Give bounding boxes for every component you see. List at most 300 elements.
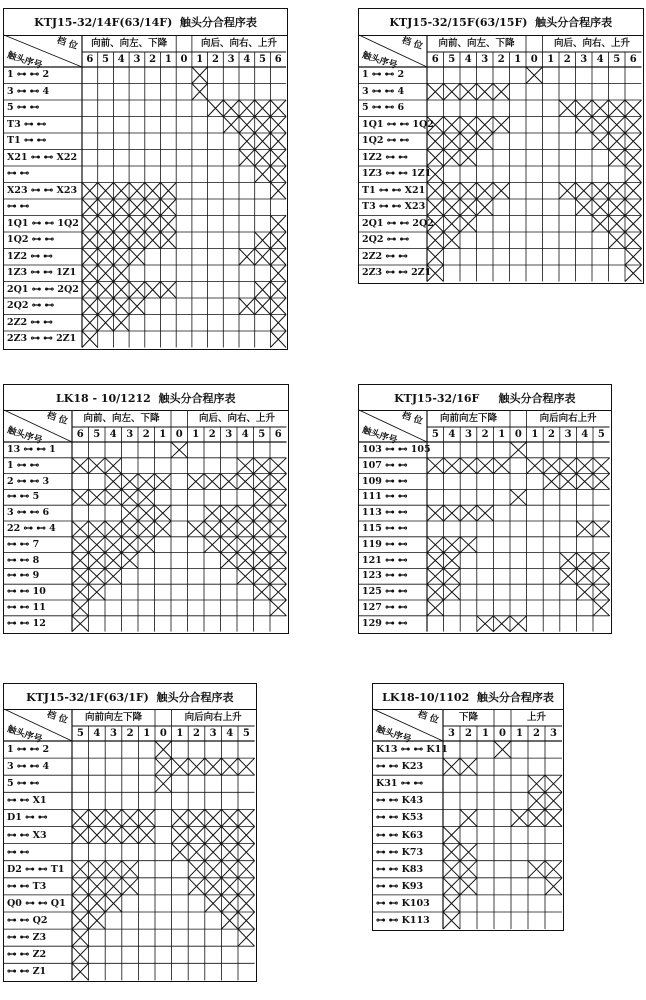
program-table-ktj15-14f (3, 8, 288, 350)
contact-row-label: 127 ⊶ ⊷ (362, 602, 408, 613)
closed-contact-mark (270, 315, 286, 332)
contact-row-label: 13 ⊶ ⊷ 1 (7, 444, 56, 455)
contact-row-label: ⊶ ⊷ K73 (376, 846, 424, 858)
closed-contact-mark (460, 150, 477, 167)
closed-contact-mark (221, 844, 238, 861)
closed-contact-mark (592, 133, 609, 150)
direction-group-header: 下降 (458, 712, 478, 723)
closed-contact-mark (427, 199, 444, 216)
closed-contact-mark (427, 133, 444, 150)
closed-contact-mark (98, 265, 114, 282)
closed-contact-mark (113, 265, 129, 282)
position-column-header: 2 (193, 728, 200, 739)
closed-contact-mark (270, 568, 287, 584)
closed-contact-mark (528, 775, 545, 792)
direction-group-header: 向后、向右、上升 (200, 38, 277, 49)
contact-row-label: ⊶ ⊷ X3 (7, 829, 47, 841)
closed-contact-mark (138, 537, 155, 553)
position-header-label: 档 位 (400, 35, 424, 52)
closed-contact-mark (221, 827, 238, 844)
closed-contact-mark (138, 474, 155, 490)
closed-contact-mark (270, 282, 286, 299)
closed-contact-mark (493, 117, 510, 134)
contact-row-label: 103 ⊶ ⊷ 105 (362, 444, 431, 455)
closed-contact-mark (122, 827, 139, 844)
closed-contact-mark (576, 521, 593, 537)
contact-header-label: 触头序号 (5, 425, 44, 447)
direction-group-header: 向前、向左、下降 (83, 413, 160, 424)
closed-contact-mark (89, 553, 106, 569)
closed-contact-mark (113, 282, 129, 299)
closed-contact-mark (221, 521, 238, 537)
closed-contact-mark (188, 861, 205, 878)
closed-contact-mark (625, 117, 642, 134)
position-column-header: 4 (241, 429, 249, 440)
closed-contact-mark (443, 844, 460, 861)
closed-contact-mark (237, 537, 254, 553)
closed-contact-mark (254, 521, 271, 537)
closed-contact-mark (221, 758, 238, 775)
closed-contact-mark (545, 775, 562, 792)
contact-row-label: 115 ⊶ ⊷ (362, 523, 408, 534)
table-title: LK18-10/1102 触头分合程序表 (373, 684, 563, 710)
closed-contact-mark (82, 315, 98, 332)
contact-row-label: ⊶ ⊷ 10 (7, 586, 46, 598)
position-column-header: 1 (498, 429, 506, 440)
closed-contact-mark (113, 216, 129, 233)
closed-contact-mark (593, 584, 610, 600)
closed-contact-mark (72, 946, 89, 963)
closed-contact-mark (593, 600, 610, 616)
closed-contact-mark (592, 117, 609, 134)
closed-contact-mark (460, 505, 477, 521)
closed-contact-mark (239, 133, 255, 150)
closed-contact-mark (270, 150, 286, 167)
table-title: KTJ15-32/1F(63/1F) 触头分合程序表 (4, 684, 256, 710)
contact-row-label: 129 ⊶ ⊷ (362, 617, 408, 629)
closed-contact-mark (105, 474, 122, 490)
closed-contact-mark (105, 895, 122, 912)
closed-contact-mark (477, 458, 494, 474)
closed-contact-mark (443, 878, 460, 895)
closed-contact-mark (593, 568, 610, 584)
direction-group-header: 向后、向右、上升 (198, 413, 275, 424)
contact-row-label: 1Z2 ⊶ ⊷ (362, 151, 408, 163)
closed-contact-mark (155, 521, 172, 537)
closed-contact-mark (223, 100, 239, 117)
closed-contact-mark (129, 199, 145, 216)
closed-contact-mark (205, 895, 222, 912)
closed-contact-mark (155, 741, 172, 758)
contact-row-label: ⊶ ⊷ X1 (7, 795, 47, 807)
closed-contact-mark (238, 861, 255, 878)
position-column-header: 0 (499, 728, 506, 739)
closed-contact-mark (89, 537, 106, 553)
closed-contact-mark (89, 878, 106, 895)
closed-contact-mark (444, 133, 461, 150)
closed-contact-mark (510, 442, 527, 458)
closed-contact-mark (89, 809, 106, 826)
closed-contact-mark (270, 331, 286, 348)
position-column-header: 1 (196, 54, 204, 65)
closed-contact-mark (255, 282, 271, 299)
position-column-header: 5 (102, 54, 110, 65)
position-column-header: 1 (531, 429, 539, 440)
position-column-header: 1 (514, 54, 522, 65)
closed-contact-mark (113, 249, 129, 266)
closed-contact-mark (625, 150, 642, 167)
closed-contact-mark (477, 183, 494, 200)
closed-contact-mark (493, 84, 510, 101)
table-title: KTJ15-32/15F(63/15F) 触头分合程序表 (359, 9, 643, 36)
closed-contact-mark (238, 929, 255, 946)
closed-contact-mark (145, 199, 161, 216)
closed-contact-mark (543, 458, 560, 474)
closed-contact-mark (204, 521, 221, 537)
table-title: KTJ15-32/16F 触头分合程序表 (359, 385, 611, 411)
closed-contact-mark (254, 584, 271, 600)
position-column-header: 3 (481, 54, 489, 65)
program-table-lk18-1102 (372, 683, 564, 931)
closed-contact-mark (255, 150, 271, 167)
contact-row-label: ⊶ ⊷ K53 (376, 812, 424, 824)
closed-contact-mark (255, 100, 271, 117)
closed-contact-mark (593, 458, 610, 474)
contact-row-label: ⊶ ⊷ K113 (376, 915, 430, 926)
closed-contact-mark (145, 232, 161, 249)
contact-row-label: ⊶ ⊷ Q2 (7, 915, 48, 926)
contact-row-label: ⊶ ⊷ K23 (376, 761, 424, 773)
closed-contact-mark (89, 521, 106, 537)
contact-row-label: 1 ⊶ ⊷ (7, 459, 40, 471)
contact-row-label: 109 ⊶ ⊷ (362, 475, 408, 487)
closed-contact-mark (427, 150, 444, 167)
contact-row-label: ⊶ ⊷ T3 (7, 880, 47, 892)
position-column-header: 1 (192, 429, 200, 440)
closed-contact-mark (460, 117, 477, 134)
closed-contact-mark (237, 505, 254, 521)
closed-contact-mark (576, 584, 593, 600)
closed-contact-mark (122, 553, 139, 569)
closed-contact-mark (138, 489, 155, 505)
closed-contact-mark (122, 474, 139, 490)
closed-contact-mark (609, 100, 626, 117)
closed-contact-mark (460, 537, 477, 553)
closed-contact-mark (72, 616, 89, 632)
closed-contact-mark (205, 827, 222, 844)
closed-contact-mark (204, 474, 221, 490)
position-column-header: 2 (533, 728, 540, 739)
contact-row-label: 121 ⊶ ⊷ (362, 554, 408, 566)
contact-row-label: 5 ⊶ ⊷ (7, 778, 40, 790)
closed-contact-mark (98, 315, 114, 332)
position-column-header: 3 (225, 429, 233, 440)
direction-group-header: 上升 (526, 712, 546, 723)
program-table-ktj15-16f (358, 384, 612, 634)
closed-contact-mark (98, 232, 114, 249)
contact-row-label: ⊶ ⊷ Z1 (7, 966, 47, 978)
contact-header-label: 触头序号 (5, 50, 44, 72)
closed-contact-mark (444, 183, 461, 200)
closed-contact-mark (270, 166, 286, 183)
closed-contact-mark (82, 183, 98, 200)
closed-contact-mark (593, 521, 610, 537)
closed-contact-mark (255, 249, 271, 266)
corner-diagonal (359, 410, 427, 442)
closed-contact-mark (493, 616, 510, 632)
contact-header-label: 触头序号 (360, 50, 399, 72)
closed-contact-mark (510, 489, 527, 505)
contact-row-label: 2Q1 ⊶ ⊷ 2Q2 (362, 217, 434, 229)
contact-row-label: Q0 ⊶ ⊷ Q1 (7, 897, 66, 909)
contact-row-label: 2Q1 ⊶ ⊷ 2Q2 (7, 283, 79, 295)
closed-contact-mark (113, 232, 129, 249)
closed-contact-mark (238, 758, 255, 775)
contact-row-label: ⊶ ⊷ 5 (7, 491, 40, 503)
closed-contact-mark (129, 282, 145, 299)
closed-contact-mark (105, 827, 122, 844)
closed-contact-mark (609, 232, 626, 249)
program-table-ktj15-1f (3, 683, 257, 982)
direction-group-header: 向前、向左、下降 (91, 38, 168, 49)
closed-contact-mark (105, 809, 122, 826)
closed-contact-mark (122, 521, 139, 537)
contact-row-label: 1 ⊶ ⊷ 2 (7, 69, 50, 80)
closed-contact-mark (270, 117, 286, 134)
closed-contact-mark (526, 67, 543, 84)
closed-contact-mark (72, 553, 89, 569)
closed-contact-mark (477, 505, 494, 521)
closed-contact-mark (560, 553, 577, 569)
position-column-header: 4 (448, 429, 456, 440)
closed-contact-mark (98, 298, 114, 315)
closed-contact-mark (254, 537, 271, 553)
closed-contact-mark (545, 878, 562, 895)
closed-contact-mark (270, 474, 287, 490)
position-column-header: 0 (159, 728, 167, 739)
closed-contact-mark (239, 249, 255, 266)
position-column-header: 2 (563, 54, 571, 65)
closed-contact-mark (625, 249, 642, 266)
closed-contact-mark (427, 249, 444, 266)
closed-contact-mark (205, 758, 222, 775)
closed-contact-mark (443, 861, 460, 878)
contact-row-label: T1 ⊶ ⊷ (7, 135, 47, 146)
closed-contact-mark (444, 199, 461, 216)
position-column-header: 6 (86, 54, 94, 65)
corner-diagonal (4, 35, 82, 67)
closed-contact-mark (255, 133, 271, 150)
contact-row-label: 3 ⊶ ⊷ 4 (7, 761, 50, 773)
closed-contact-mark (560, 458, 577, 474)
closed-contact-mark (221, 895, 238, 912)
closed-contact-mark (460, 878, 477, 895)
position-column-header: 3 (448, 728, 455, 739)
position-column-header: 3 (564, 429, 572, 440)
closed-contact-mark (205, 861, 222, 878)
closed-contact-mark (427, 232, 444, 249)
position-column-header: 5 (448, 54, 456, 65)
closed-contact-mark (172, 809, 189, 826)
closed-contact-mark (270, 183, 286, 200)
closed-contact-mark (72, 537, 89, 553)
closed-contact-mark (460, 183, 477, 200)
closed-contact-mark (72, 929, 89, 946)
table-title: LK18 - 10/1212 触头分合程序表 (4, 385, 288, 411)
closed-contact-mark (625, 166, 642, 183)
closed-contact-mark (528, 861, 545, 878)
closed-contact-mark (270, 489, 287, 505)
closed-contact-mark (593, 474, 610, 490)
closed-contact-mark (122, 489, 139, 505)
closed-contact-mark (443, 758, 460, 775)
closed-contact-mark (145, 183, 161, 200)
closed-contact-mark (460, 809, 477, 826)
closed-contact-mark (237, 521, 254, 537)
position-column-header: 6 (431, 54, 439, 65)
position-header-label: 档 位 (416, 709, 440, 726)
position-column-header: 4 (581, 429, 589, 440)
closed-contact-mark (239, 117, 255, 134)
closed-contact-mark (82, 331, 98, 348)
closed-contact-mark (270, 537, 287, 553)
position-column-header: 3 (133, 54, 141, 65)
position-column-header: 4 (109, 429, 117, 440)
closed-contact-mark (237, 458, 254, 474)
closed-contact-mark (89, 489, 106, 505)
closed-contact-mark (427, 183, 444, 200)
contact-row-label: 123 ⊶ ⊷ (362, 570, 408, 582)
closed-contact-mark (270, 298, 286, 315)
closed-contact-mark (72, 458, 89, 474)
closed-contact-mark (427, 537, 444, 553)
closed-contact-mark (443, 912, 460, 929)
closed-contact-mark (82, 249, 98, 266)
closed-contact-mark (270, 521, 287, 537)
closed-contact-mark (559, 100, 576, 117)
closed-contact-mark (129, 232, 145, 249)
closed-contact-mark (254, 458, 271, 474)
contact-row-label: 2Q2 ⊶ ⊷ (7, 300, 55, 311)
contact-row-label: 2Z2 ⊶ ⊷ (7, 316, 53, 328)
closed-contact-mark (155, 775, 172, 792)
closed-contact-mark (239, 298, 255, 315)
closed-contact-mark (444, 505, 461, 521)
position-column-header: 6 (629, 54, 637, 65)
closed-contact-mark (609, 199, 626, 216)
position-column-header: 5 (597, 429, 605, 440)
position-column-header: 4 (243, 54, 251, 65)
closed-contact-mark (105, 489, 122, 505)
closed-contact-mark (576, 458, 593, 474)
closed-contact-mark (254, 505, 271, 521)
closed-contact-mark (560, 568, 577, 584)
closed-contact-mark (460, 216, 477, 233)
position-column-header: 2 (208, 429, 216, 440)
closed-contact-mark (98, 216, 114, 233)
contact-row-label: 125 ⊶ ⊷ (362, 586, 408, 598)
contact-row-label: ⊶ ⊷ (7, 168, 30, 179)
closed-contact-mark (545, 861, 562, 878)
position-column-header: 0 (530, 54, 538, 65)
closed-contact-mark (592, 100, 609, 117)
closed-contact-mark (444, 584, 461, 600)
closed-contact-mark (221, 474, 238, 490)
contact-row-label: 22 ⊶ ⊷ 4 (7, 523, 56, 534)
position-column-header: 4 (596, 54, 604, 65)
closed-contact-mark (576, 100, 593, 117)
closed-contact-mark (477, 616, 494, 632)
closed-contact-mark (444, 458, 461, 474)
closed-contact-mark (444, 232, 461, 249)
closed-contact-mark (576, 553, 593, 569)
contact-row-label: ⊶ ⊷ Z3 (7, 932, 47, 944)
table-title: KTJ15-32/14F(63/14F) 触头分合程序表 (4, 9, 287, 36)
closed-contact-mark (625, 199, 642, 216)
closed-contact-mark (82, 199, 98, 216)
closed-contact-mark (192, 84, 208, 101)
contact-row-label: X21 ⊶ ⊷ X22 (7, 151, 78, 163)
contact-row-label: 111 ⊶ ⊷ (362, 491, 408, 503)
contact-row-label: 3 ⊶ ⊷ 4 (362, 85, 405, 97)
position-column-header: 3 (580, 54, 588, 65)
closed-contact-mark (592, 216, 609, 233)
position-column-header: 4 (464, 54, 472, 65)
closed-contact-mark (237, 553, 254, 569)
position-header-label: 档 位 (55, 35, 79, 52)
closed-contact-mark (443, 827, 460, 844)
closed-contact-mark (122, 809, 139, 826)
closed-contact-mark (576, 183, 593, 200)
closed-contact-mark (270, 249, 286, 266)
contact-row-label: 1Q1 ⊶ ⊷ 1Q2 (362, 118, 434, 130)
position-column-header: 5 (242, 728, 250, 739)
contact-row-label: 3 ⊶ ⊷ 6 (7, 507, 50, 519)
closed-contact-mark (188, 844, 205, 861)
closed-contact-mark (161, 216, 177, 233)
closed-contact-mark (138, 809, 155, 826)
closed-contact-mark (270, 265, 286, 282)
position-column-header: 2 (548, 429, 555, 440)
position-column-header: 5 (613, 54, 621, 65)
closed-contact-mark (238, 809, 255, 826)
contact-row-label: 1 ⊶ ⊷ 2 (362, 69, 405, 80)
contact-row-label: K31 ⊶ ⊷ (376, 778, 424, 790)
position-column-header: 3 (110, 728, 117, 739)
position-column-header: 1 (516, 728, 523, 739)
position-column-header: 4 (117, 54, 125, 65)
contact-row-label: 1Z3 ⊶ ⊷ 1Z1 (362, 168, 432, 179)
closed-contact-mark (427, 568, 444, 584)
closed-contact-mark (609, 183, 626, 200)
closed-contact-mark (89, 895, 106, 912)
closed-contact-mark (105, 537, 122, 553)
closed-contact-mark (122, 878, 139, 895)
position-column-header: 4 (93, 728, 101, 739)
position-column-header: 2 (149, 54, 157, 65)
closed-contact-mark (138, 505, 155, 521)
contact-row-label: 1Z3 ⊶ ⊷ 1Z1 (7, 267, 77, 278)
contact-row-label: 5 ⊶ ⊷ 6 (362, 102, 405, 113)
closed-contact-mark (221, 912, 238, 929)
position-column-header: 1 (164, 54, 172, 65)
contact-row-label: ⊶ ⊷ K43 (376, 795, 424, 807)
closed-contact-mark (155, 505, 172, 521)
closed-contact-mark (161, 183, 177, 200)
closed-contact-mark (204, 505, 221, 521)
contact-row-label: ⊶ ⊷ K63 (376, 829, 424, 841)
contact-row-label: 113 ⊶ ⊷ (362, 507, 408, 519)
